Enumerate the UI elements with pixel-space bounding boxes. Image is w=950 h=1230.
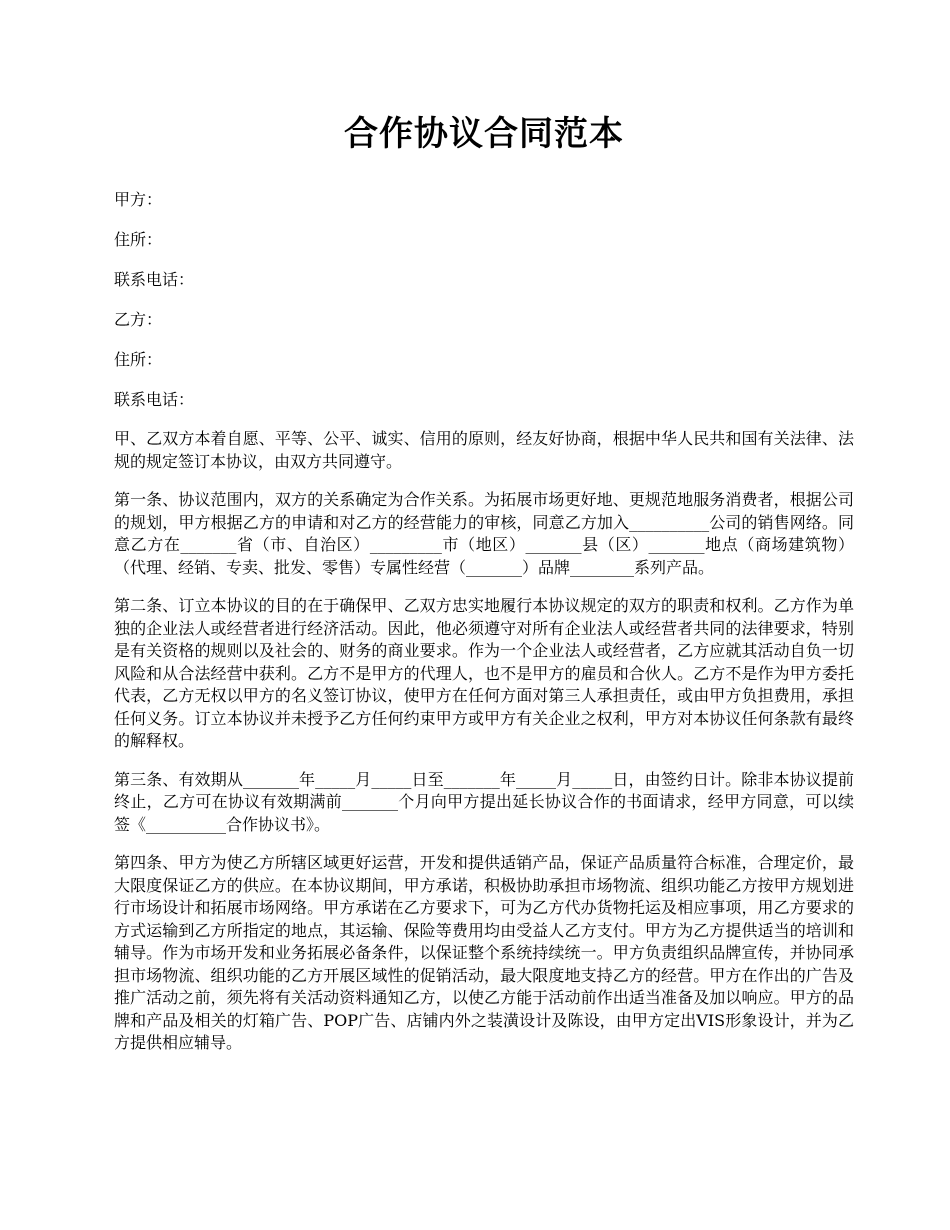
party-b-phone-field: 联系电话： xyxy=(114,390,195,409)
document-page xyxy=(114,110,854,1071)
article-3-paragraph: 第三条、有效期从_______年_____月_____日至_______年_____月_____日，由签约日计。除非本协议提前终止，乙方可在协议有效期满前_______个月向甲方提出延长协议合作的书面请求，经甲方同意，可以续签《__________合作协议书》。 xyxy=(114,769,854,834)
party-a-phone-field: 联系电话： xyxy=(114,270,195,289)
party-b-address-field: 住所： xyxy=(114,350,163,369)
article-2-paragraph: 第二条、订立本协议的目的在于确保甲、乙双方忠实地履行本协议规定的双方的职责和权利。乙方作为单独的企业法人或经营者进行经济活动。因此，他必须遵守对所有企业法人或经营者共同的法律要求，特别是有关资格的规则以及社会的、财务的商业要求。作为一个企业法人或经营者，乙方应就其活动自负一切风险和从合法经营中获利。乙方不是甲方的代理人，也不是甲方的雇员和合伙人。乙方不是作为甲方委托代表，乙方无权以甲方的名义签订协议，使甲方在任何方面对第三人承担责任，或由甲方负担费用，承担任何义务。订立本协议并未授予乙方任何约束甲方或甲方有关企业之权利，甲方对本协议任何条款有最终的解释权。 xyxy=(114,596,854,750)
party-a-name-field: 甲方： xyxy=(114,190,163,209)
party-b-name-field: 乙方： xyxy=(114,310,163,329)
preamble-paragraph: 甲、乙双方本着自愿、平等、公平、诚实、信用的原则，经友好协商，根据中华人民共和国有关法律、法规的规定签订本协议，由双方共同遵守。 xyxy=(114,429,854,471)
agreement-body xyxy=(114,428,854,1055)
party-a-address-field: 住所： xyxy=(114,230,163,249)
party-info xyxy=(114,188,854,412)
article-4-paragraph: 第四条、甲方为使乙方所辖区域更好运营，开发和提供适销产品，保证产品质量符合标准，合理定价，最大限度保证乙方的供应。在本协议期间，甲方承诺，积极协助承担市场物流、组织功能乙方按甲方规划进行市场设计和拓展市场网络。甲方承诺在乙方要求下，可为乙方代办货物托运及相应事项，用乙方要求的方式运输到乙方所指定的地点，其运输、保险等费用均由受益人乙方支付。甲方为乙方提供适当的培训和辅导。作为市场开发和业务拓展必备条件，以保证整个系统持续统一。甲方负责组织品牌宣传，并协同承担市场物流、组织功能的乙方开展区域性的促销活动，最大限度地支持乙方的经营。甲方在作出的广告及推广活动之前，须先将有关活动资料通知乙方，以使乙方能于活动前作出适当准备及加以响应。甲方的品牌和产品及相关的灯箱广告、POP广告、店铺内外之装潢设计及陈设，由甲方定出VIS形象设计，并为乙方提供相应辅导。 xyxy=(114,853,854,1052)
document-title: 合作协议合同范本 xyxy=(344,114,624,154)
article-1-paragraph: 第一条、协议范围内，双方的关系确定为合作关系。为拓展市场更好地、更规范地服务消费者，根据公司的规划，甲方根据乙方的申请和对乙方的经营能力的审核，同意乙方加入__________公司的销售网络。同意乙方在_______省（市、自治区）_________市（地区）_______县（区）_______地点（商场建筑物）（代理、经销、专卖、批发、零售）专属性经营（_______）品牌________系列产品。 xyxy=(114,490,854,577)
